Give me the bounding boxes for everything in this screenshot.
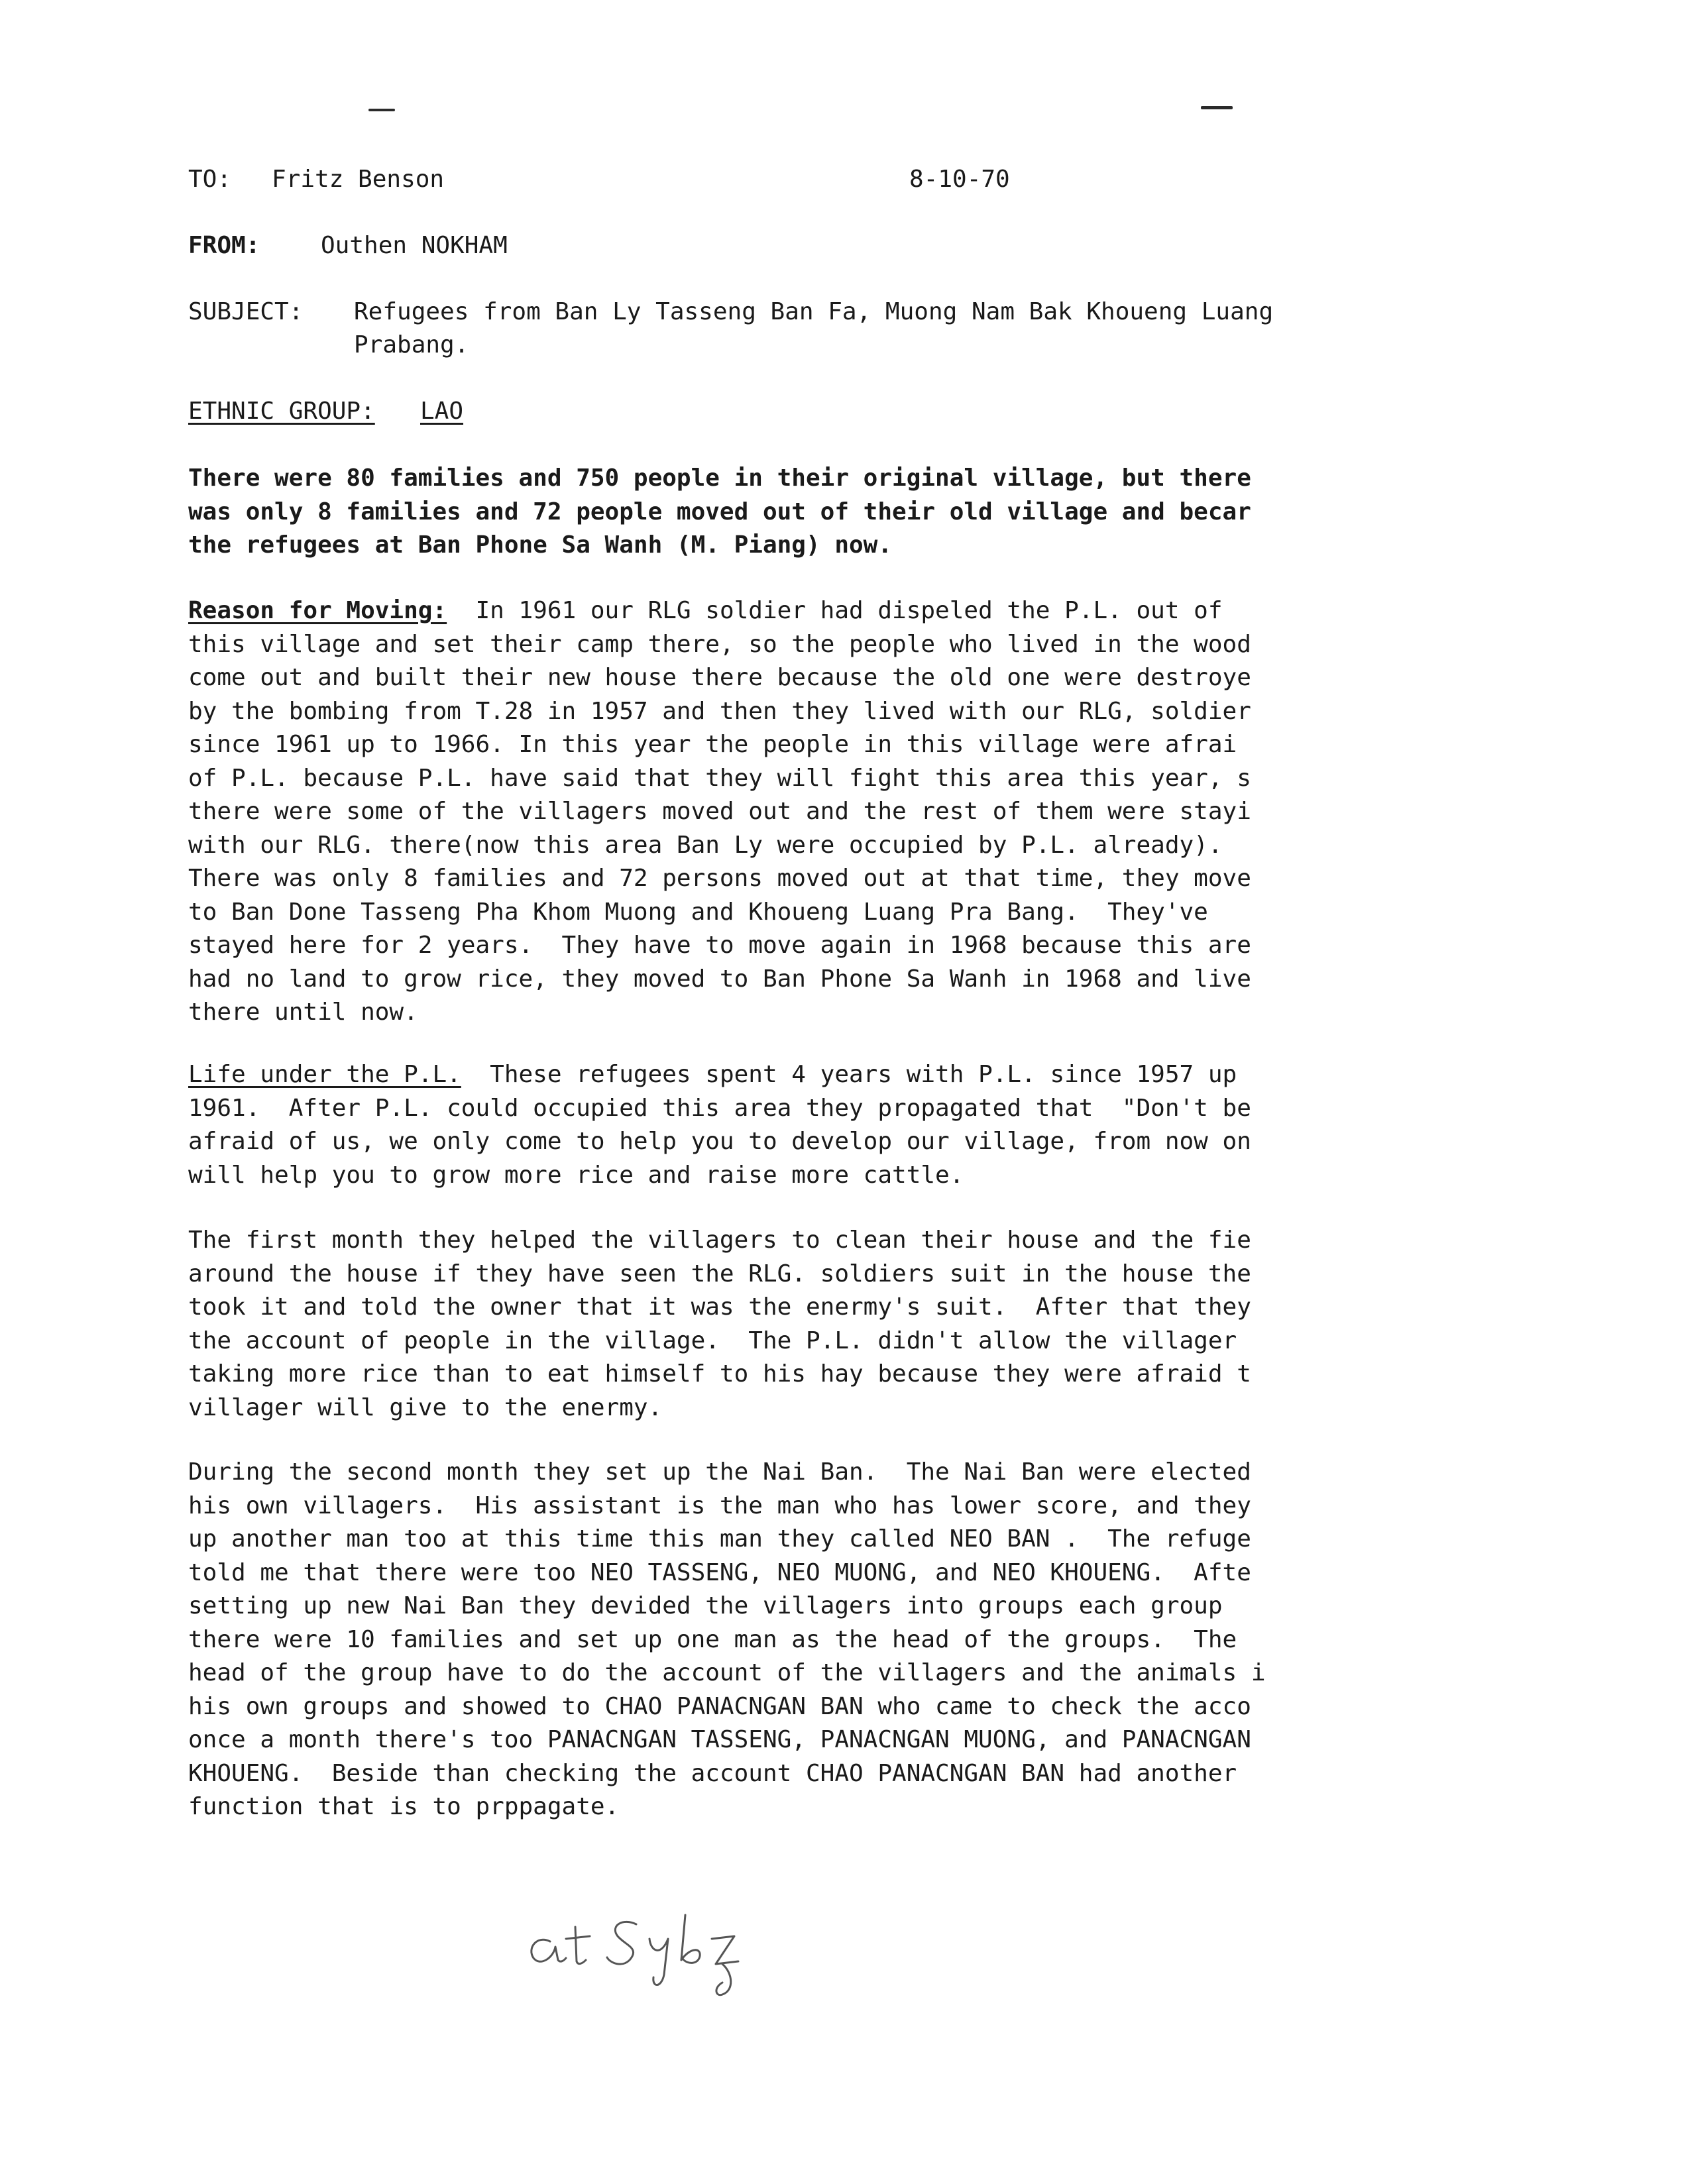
text-line: told me that there were too NEO TASSENG, NEO MUONG, and NEO KHOUENG. Afte [188, 1558, 1251, 1586]
text-line: once a month there's too PANACNGAN TASSENG, PANACNGAN MUONG, and PANACNGAN [188, 1726, 1251, 1753]
text-line: The first month they helped the villagers to clean their house and the fie [188, 1227, 1251, 1254]
text-line: During the second month they set up the Nai Ban. The Nai Ban were elected [188, 1458, 1251, 1486]
text-line: head of the group have to do the account of the villagers and the animals i [188, 1659, 1266, 1686]
paragraph-families [188, 462, 1408, 563]
text-line: There was only 8 families and 72 persons moved out at that time, they move [188, 865, 1251, 892]
from-label: FROM: [188, 232, 260, 259]
text-line: the refugees at Ban Phone Sa Wanh (M. Piang) now. [188, 531, 893, 559]
text-line: come out and built their new house there because the old one were destroye [188, 664, 1251, 691]
top-mark-left [368, 109, 395, 111]
reason-first-line [188, 594, 1408, 628]
section-reason-for-moving [188, 594, 1408, 1030]
subject-label: SUBJECT: [188, 298, 304, 325]
text-line: took it and told the owner that it was the enermy's suit. After that they [188, 1293, 1251, 1321]
text-line: was only 8 families and 72 people moved out of their old village and becar [188, 498, 1251, 525]
text-line: around the house if they have seen the RLG. soldiers suit in the house the [188, 1260, 1251, 1287]
paragraph-first-month [188, 1224, 1408, 1425]
to-value: Fritz Benson [272, 166, 445, 193]
reason-heading: Reason for Moving: [188, 597, 447, 624]
text-line: his own groups and showed to CHAO PANACNGAN BAN who came to check the acco [188, 1692, 1251, 1720]
subject-line-2: Prabang. [354, 331, 469, 358]
text-line: there were 10 families and set up one man as the head of the groups. The [188, 1625, 1237, 1653]
life-first-line [188, 1058, 1408, 1092]
text-line: up another man too at this time this man they called NEO BAN . The refuge [188, 1525, 1251, 1553]
section-life-under-pl [188, 1058, 1408, 1192]
text-line: of P.L. because P.L. have said that they will fight this area this year, s [188, 764, 1251, 792]
paragraph-second-month [188, 1456, 1408, 1824]
text-line: with our RLG. there(now this area Ban Ly were occupied by P.L. already). [188, 831, 1223, 859]
handwritten-note [524, 1895, 775, 2008]
text-line: to Ban Done Tasseng Pha Khom Muong and Khoueng Luang Pra Bang. They've [188, 898, 1208, 926]
to-label: TO: [188, 166, 232, 193]
text-line: will help you to grow more rice and raise more cattle. [188, 1161, 964, 1189]
top-mark-right [1201, 106, 1233, 109]
text-line: villager will give to the enermy. [188, 1393, 663, 1421]
memo-date: 8-10-70 [909, 166, 1010, 193]
life-heading: Life under the P.L. [188, 1061, 461, 1088]
reason-first-line-text: In 1961 our RLG soldier had dispeled the P.L. out of [447, 597, 1223, 624]
text-line: this village and set their camp there, so the people who lived in the wood [188, 630, 1251, 658]
text-line: There were 80 families and 750 people in their original village, but there [188, 464, 1251, 492]
text-line: had no land to grow rice, they moved to Ban Phone Sa Wanh in 1968 and live [188, 965, 1251, 993]
text-line: by the bombing from T.28 in 1957 and then they lived with our RLG, soldier [188, 697, 1251, 725]
text-line: there were some of the villagers moved out and the rest of them were stayi [188, 798, 1251, 825]
life-first-line-text: These refugees spent 4 years with P.L. since 1957 up [461, 1061, 1237, 1088]
from-value: Outhen NOKHAM [321, 232, 508, 259]
text-line: 1961. After P.L. could occupied this area they propagated that "Don't be [188, 1094, 1251, 1122]
text-line: setting up new Nai Ban they devided the villagers into groups each group [188, 1592, 1223, 1619]
text-line: taking more rice than to eat himself to his hay because they were afraid t [188, 1360, 1251, 1388]
ethnic-group-value: LAO [420, 398, 464, 425]
text-line: afraid of us, we only come to help you to develop our village, from now on [188, 1128, 1251, 1155]
text-line: stayed here for 2 years. They have to move again in 1968 because this are [188, 932, 1251, 959]
subject-line-1: Refugees from Ban Ly Tasseng Ban Fa, Muong Nam Bak Khoueng Luang [354, 298, 1274, 325]
text-line: since 1961 up to 1966. In this year the people in this village were afrai [188, 731, 1237, 758]
text-line: there until now. [188, 999, 418, 1026]
text-line: function that is to prppagate. [188, 1793, 620, 1820]
ethnic-group-label: ETHNIC GROUP: [188, 398, 375, 425]
text-line: KHOUENG. Beside than checking the account CHAO PANACNGAN BAN had another [188, 1759, 1237, 1787]
text-line: his own villagers. His assistant is the man who has lower score, and they [188, 1492, 1251, 1519]
text-line: the account of people in the village. The P.L. didn't allow the villager [188, 1327, 1237, 1354]
